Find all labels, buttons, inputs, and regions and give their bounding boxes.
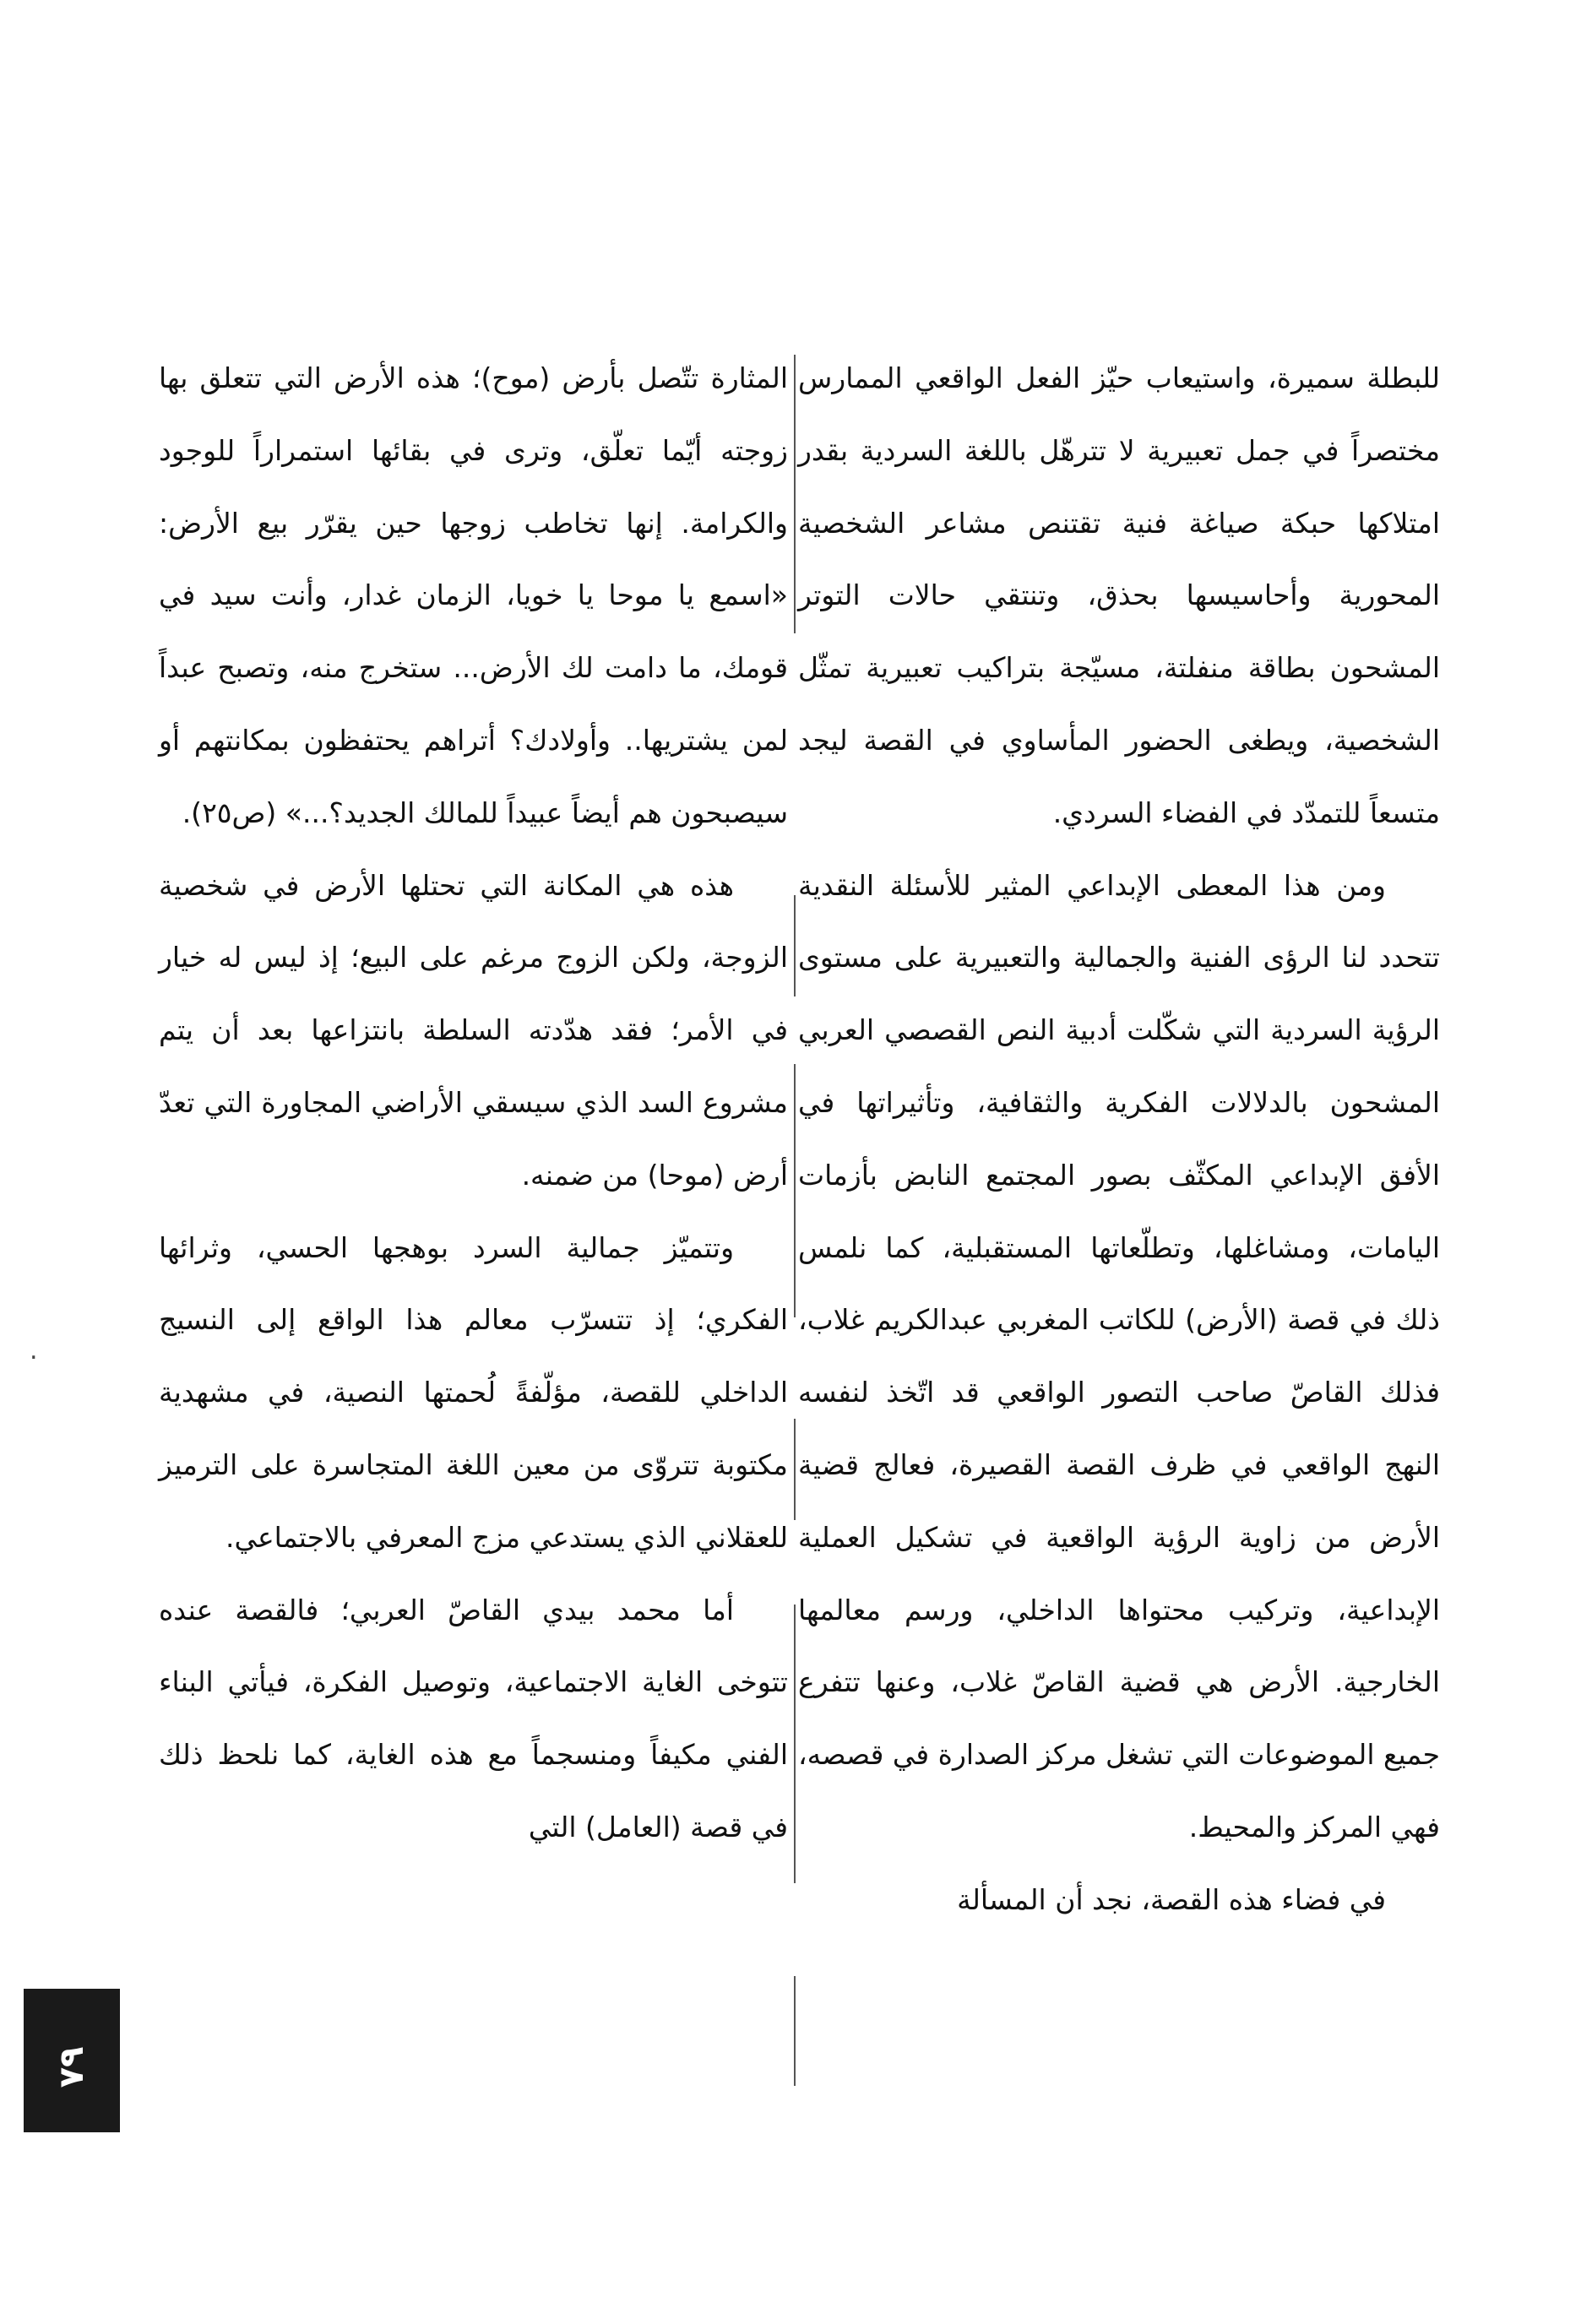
- paragraph: للبطلة سميرة، واستيعاب حيّز الفعل الواقعي الممارس مختصراً في جمل تعبيرية لا تترهّل باللغة السردية بقدر امتلاكها حبكة صياغة فنية تقتنص مشاعر الشخصية المحورية وأحاسيسها بحذق، وتنتقي حالات التوتر المشحون بطاقة منفلتة، مسيّجة بتراكيب تعبيرية تمثّل الشخصية، ويطغى الحضور المأساوي في القصة ليجد متسعاً للتمدّد في الفضاء السردي.: [798, 361, 1440, 829]
- right-text-column: [798, 342, 1440, 1936]
- paragraph: أما محمد بيدي القاصّ العربي؛ فالقصة عنده تتوخى الغاية الاجتماعية، وتوصيل الفكرة، فيأتي البناء الفني مكيفاً ومنسجماً مع هذه الغاية، كما نلحظ ذلك في قصة (العامل) التي: [159, 1593, 788, 1843]
- column-divider: [794, 1064, 796, 1317]
- column-divider: [794, 1605, 796, 1883]
- paragraph: هذه هي المكانة التي تحتلها الأرض في شخصية الزوجة، ولكن الزوج مرغم على البيع؛ إذ ليس له خيار في الأمر؛ فقد هدّدته السلطة بانتزاعها بعد أن يتم مشروع السد الذي سيسقي الأراضي المجاورة التي تعدّ أرض (موحا) من ضمنه.: [159, 868, 788, 1192]
- page-number: ٧٩: [52, 2046, 91, 2088]
- column-divider: [794, 1976, 796, 2086]
- left-text-column: [159, 342, 788, 1864]
- column-divider: [794, 1419, 796, 1520]
- paragraph: ومن هذا المعطى الإبداعي المثير للأسئلة النقدية تتحدد لنا الرؤى الفنية والجمالية والتعبيرية على مستوى الرؤية السردية التي شكّلت أدبية النص القصصي العربي المشحون بالدلالات الفكرية والثقافية، وتأثيراتها في الأفق الإبداعي المكثّف بصور المجتمع النابض بأزمات اليامات، ومشاغلها، وتطلّعاتها المستقبلية، كما نلمس ذلك في قصة (الأرض) للكاتب المغربي عبدالكريم غلاب، فذلك القاصّ صاحب التصور الواقعي قد اتّخذ لنفسه النهج الواقعي في ظرف القصة القصيرة، فعالج قضية الأرض من زاوية الرؤية الواقعية في تشكيل العملية الإبداعية، وتركيب محتواها الداخلي، ورسم معالمها الخارجية. الأرض هي قضية القاصّ غلاب، وعنها تتفرع جميع الموضوعات التي تشغل مركز الصدارة في قصصه، فهي المركز والمحيط.: [798, 868, 1440, 1843]
- margin-mark: .: [30, 1336, 38, 1366]
- paragraph: وتتميّز جمالية السرد بوهجها الحسي، وثرائها الفكري؛ إذ تتسرّب معالم هذا الواقع إلى النسيج الداخلي للقصة، مؤلّفةً لُحمتها النصية، في مشهدية مكتوبة تتروّى من معين اللغة المتجاسرة على الترميز للعقلاني الذي يستدعي مزج المعرفي بالاجتماعي.: [159, 1230, 788, 1554]
- paragraph: في فضاء هذه القصة، نجد أن المسألة: [957, 1882, 1386, 1916]
- paragraph: المثارة تتّصل بأرض (موح)؛ هذه الأرض التي تتعلق بها زوجته أيّما تعلّق، وترى في بقائها استمراراً للوجود والكرامة. إنها تخاطب زوجها حين يقرّر بيع الأرض: «اسمع يا موحا يا خويا، الزمان غدار، وأنت سيد في قومك، ما دامت لك الأرض... ستخرج منه، وتصبح عبداً لمن يشتريها.. وأولادك؟ أتراهم يحتفظون بمكانتهم أو سيصبحون هم أيضاً عبيداً للمالك الجديد؟...» (ص٢٥).: [159, 361, 788, 829]
- column-divider: [794, 895, 796, 996]
- column-divider: [794, 355, 796, 633]
